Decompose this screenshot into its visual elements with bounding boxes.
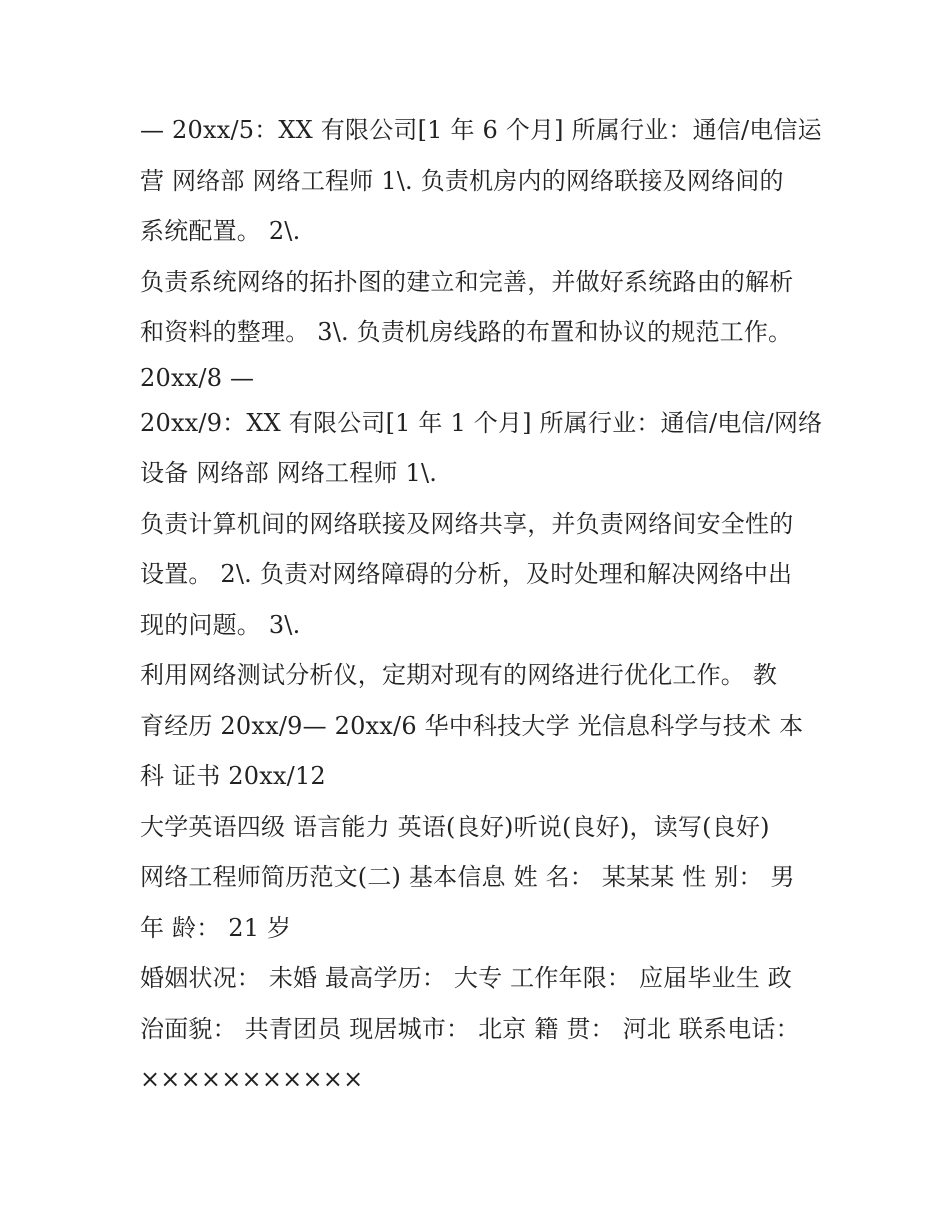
text-line: — 20xx/5：XX 有限公司[1 年 6 个月] 所属行业：通信/电信运 bbox=[140, 116, 822, 144]
text-line: 现的问题。 3\. bbox=[140, 610, 301, 639]
text-line: 20xx/8 — bbox=[140, 363, 255, 392]
text-line: 婚姻状况： 未婚 最高学历： 大专 工作年限： 应届毕业生 政 bbox=[140, 964, 792, 992]
document-body bbox=[140, 105, 830, 1105]
text-line: 网络工程师简历范文(二) 基本信息 姓 名： 某某某 性 别： 男 bbox=[140, 863, 795, 891]
text-line: 设备 网络部 网络工程师 1\. bbox=[140, 459, 438, 487]
text-line: 年 龄： 21 岁 bbox=[140, 913, 292, 942]
text-line: 系统配置。 2\. bbox=[140, 217, 301, 245]
text-line: 科 证书 20xx/12 bbox=[140, 762, 326, 790]
text-line: 大学英语四级 语言能力 英语(良好)听说(良好)，读写(良好) bbox=[140, 812, 770, 841]
text-line: 20xx/9：XX 有限公司[1 年 1 个月] 所属行业：通信/电信/网络 bbox=[140, 408, 823, 437]
text-line: 育经历 20xx/9— 20xx/6 华中科技大学 光信息科学与技术 本 bbox=[140, 711, 804, 740]
text-line: 负责系统网络的拓扑图的建立和完善，并做好系统路由的解析 bbox=[140, 267, 794, 296]
text-line: ××××××××××× bbox=[140, 1065, 364, 1093]
text-line: 治面貌： 共青团员 现居城市： 北京 籍 贯： 河北 联系电话： bbox=[140, 1014, 800, 1043]
text-line: 负责计算机间的网络联接及网络共享，并负责网络间安全性的 bbox=[140, 509, 794, 538]
text-line: 利用网络测试分析仪，定期对现有的网络进行优化工作。 教 bbox=[140, 661, 778, 689]
text-line: 和资料的整理。 3\. 负责机房线路的布置和协议的规范工作。 bbox=[140, 318, 793, 346]
text-line: 设置。 2\. 负责对网络障碍的分析，及时处理和解决网络中出 bbox=[140, 560, 793, 588]
text-line: 营 网络部 网络工程师 1\. 负责机房内的网络联接及网络间的 bbox=[140, 166, 784, 195]
